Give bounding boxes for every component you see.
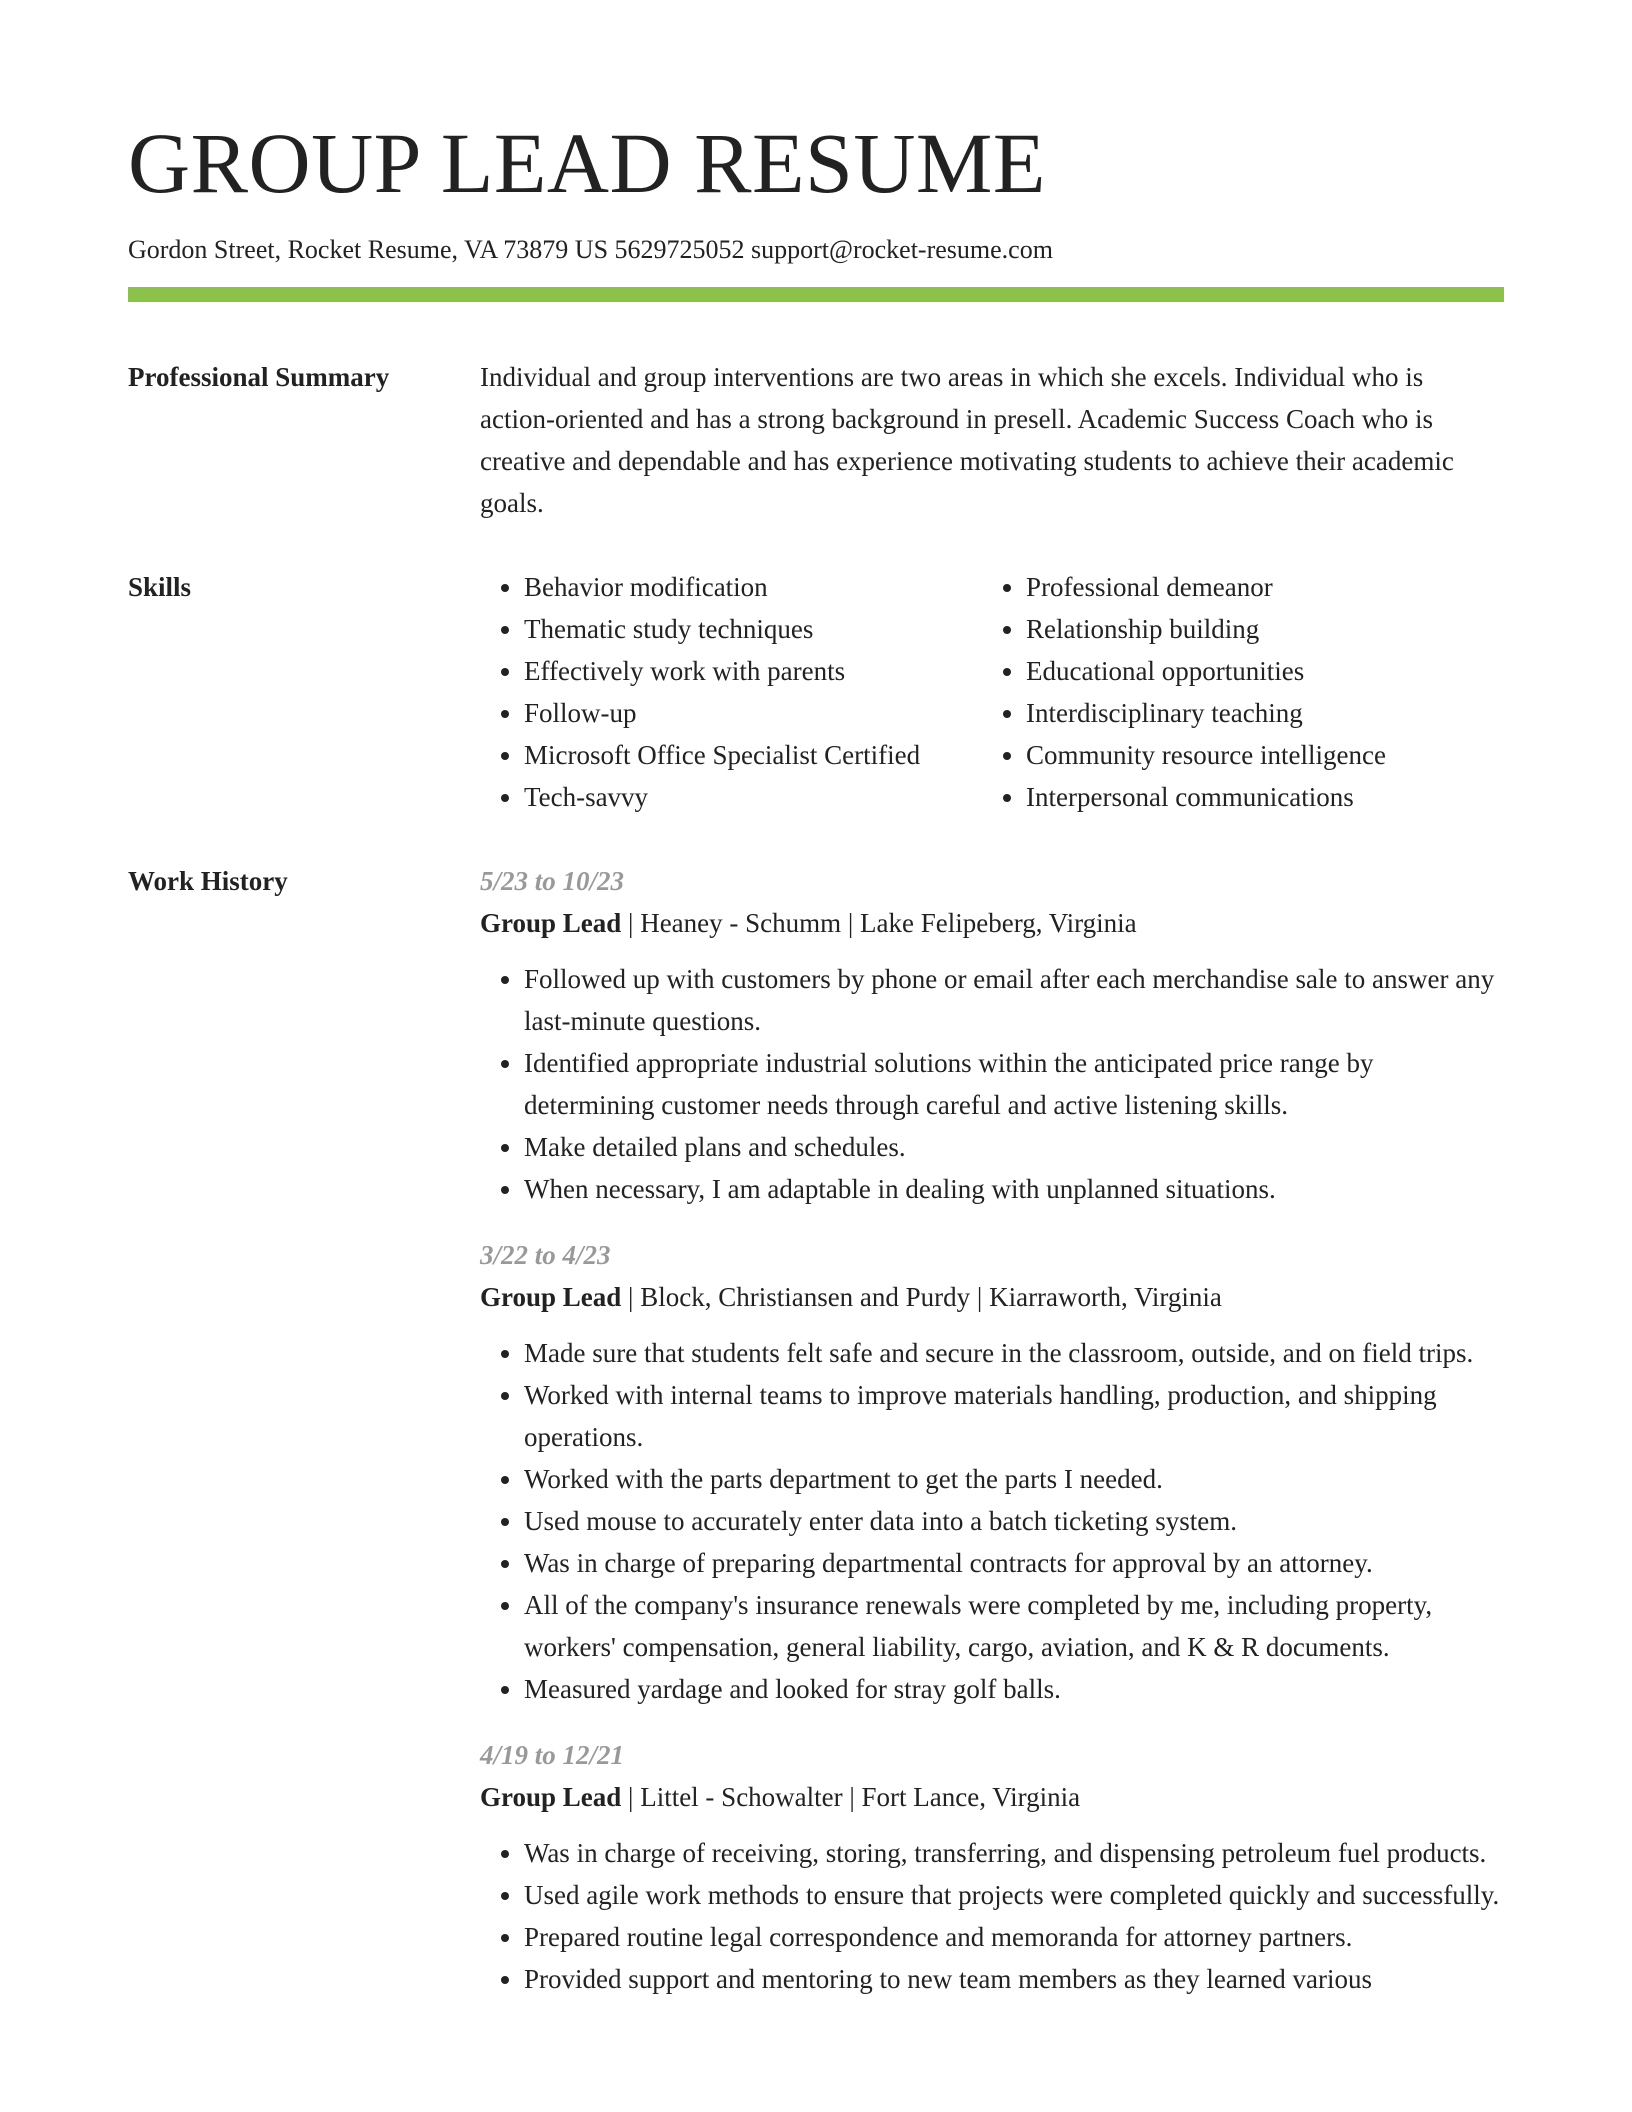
job-list <box>480 860 1504 2024</box>
job-entry <box>480 1234 1504 1710</box>
work-history-section <box>128 860 1504 2024</box>
job-duty-item: • When necessary, I am adaptable in dealing with unplanned situations. <box>524 1168 1504 1210</box>
skill-item: • Educational opportunities <box>1026 650 1504 692</box>
summary-label: Professional Summary <box>128 362 390 393</box>
job-heading <box>480 902 1504 944</box>
skill-item: • Effectively work with parents <box>524 650 982 692</box>
job-heading <box>480 1776 1504 1818</box>
skill-item: • Behavior modification <box>524 566 982 608</box>
job-title: Group Lead <box>480 1282 622 1313</box>
job-dates: 3/22 to 4/23 <box>480 1240 611 1271</box>
job-dates: 5/23 to 10/23 <box>480 866 625 897</box>
skill-item: • Microsoft Office Specialist Certified <box>524 734 982 776</box>
resume-title: GROUP LEAD RESUME <box>128 115 1046 211</box>
job-duty-item: • Was in charge of preparing departmental contracts for approval by an attorney. <box>524 1542 1504 1584</box>
job-title: Group Lead <box>480 1782 622 1813</box>
skills-section <box>128 566 1504 818</box>
job-duty-item: • Used agile work methods to ensure that projects were completed quickly and successfully. <box>524 1874 1504 1916</box>
job-duty-item: • Prepared routine legal correspondence and memoranda for attorney partners. <box>524 1916 1504 1958</box>
job-duties-list <box>480 958 1504 1210</box>
skills-list-left <box>480 566 982 818</box>
accent-divider <box>128 287 1504 302</box>
job-duty-item: • Followed up with customers by phone or email after each merchandise sale to answer any last-minute questions. <box>524 958 1504 1042</box>
job-duty-item: • Made sure that students felt safe and secure in the classroom, outside, and on field trips. <box>524 1332 1504 1374</box>
job-heading <box>480 1276 1504 1318</box>
skill-item: • Interdisciplinary teaching <box>1026 692 1504 734</box>
job-duty-item: • Worked with the parts department to get the parts I needed. <box>524 1458 1504 1500</box>
skill-item: • Relationship building <box>1026 608 1504 650</box>
job-title: Group Lead <box>480 908 622 939</box>
job-duties-list <box>480 1832 1504 2000</box>
contact-line: Gordon Street, Rocket Resume, VA 73879 US 5629725052 support@rocket-resume.com <box>128 235 1053 264</box>
summary-text: Individual and group interventions are two areas in which she excels. Individual who is action-oriented and has a strong background in presell. Academic Success Coach who is creative and dependable and has experience motivating students to achieve their academic goals. <box>480 362 1454 519</box>
skill-item: • Professional demeanor <box>1026 566 1504 608</box>
job-duty-item: • Identified appropriate industrial solutions within the anticipated price range by determining customer needs through careful and active listening skills. <box>524 1042 1504 1126</box>
job-duty-item: • All of the company's insurance renewals were completed by me, including property, workers' compensation, general liability, cargo, aviation, and K & R documents. <box>524 1584 1504 1668</box>
skills-label: Skills <box>128 572 192 603</box>
skill-item: • Interpersonal communications <box>1026 776 1504 818</box>
skills-list-right <box>982 566 1504 818</box>
job-entry <box>480 1734 1504 2000</box>
job-duty-item: • Provided support and mentoring to new team members as they learned various <box>524 1958 1504 2000</box>
job-employer-location: | Littel - Schowalter | Fort Lance, Virginia <box>621 1782 1081 1813</box>
job-entry <box>480 860 1504 1210</box>
skill-item: • Follow-up <box>524 692 982 734</box>
job-duties-list <box>480 1332 1504 1710</box>
summary-section <box>128 356 1504 524</box>
job-employer-location: | Block, Christiansen and Purdy | Kiarraworth, Virginia <box>621 1282 1222 1313</box>
job-duty-item: • Make detailed plans and schedules. <box>524 1126 1504 1168</box>
skill-item: • Community resource intelligence <box>1026 734 1504 776</box>
skill-item: • Tech-savvy <box>524 776 982 818</box>
job-dates: 4/19 to 12/21 <box>480 1740 625 1771</box>
skill-item: • Thematic study techniques <box>524 608 982 650</box>
job-duty-item: • Measured yardage and looked for stray golf balls. <box>524 1668 1504 1710</box>
work-history-label: Work History <box>128 866 288 897</box>
job-employer-location: | Heaney - Schumm | Lake Felipeberg, Virginia <box>621 908 1137 939</box>
job-duty-item: • Was in charge of receiving, storing, transferring, and dispensing petroleum fuel products. <box>524 1832 1504 1874</box>
job-duty-item: • Used mouse to accurately enter data into a batch ticketing system. <box>524 1500 1504 1542</box>
job-duty-item: • Worked with internal teams to improve materials handling, production, and shipping operations. <box>524 1374 1504 1458</box>
